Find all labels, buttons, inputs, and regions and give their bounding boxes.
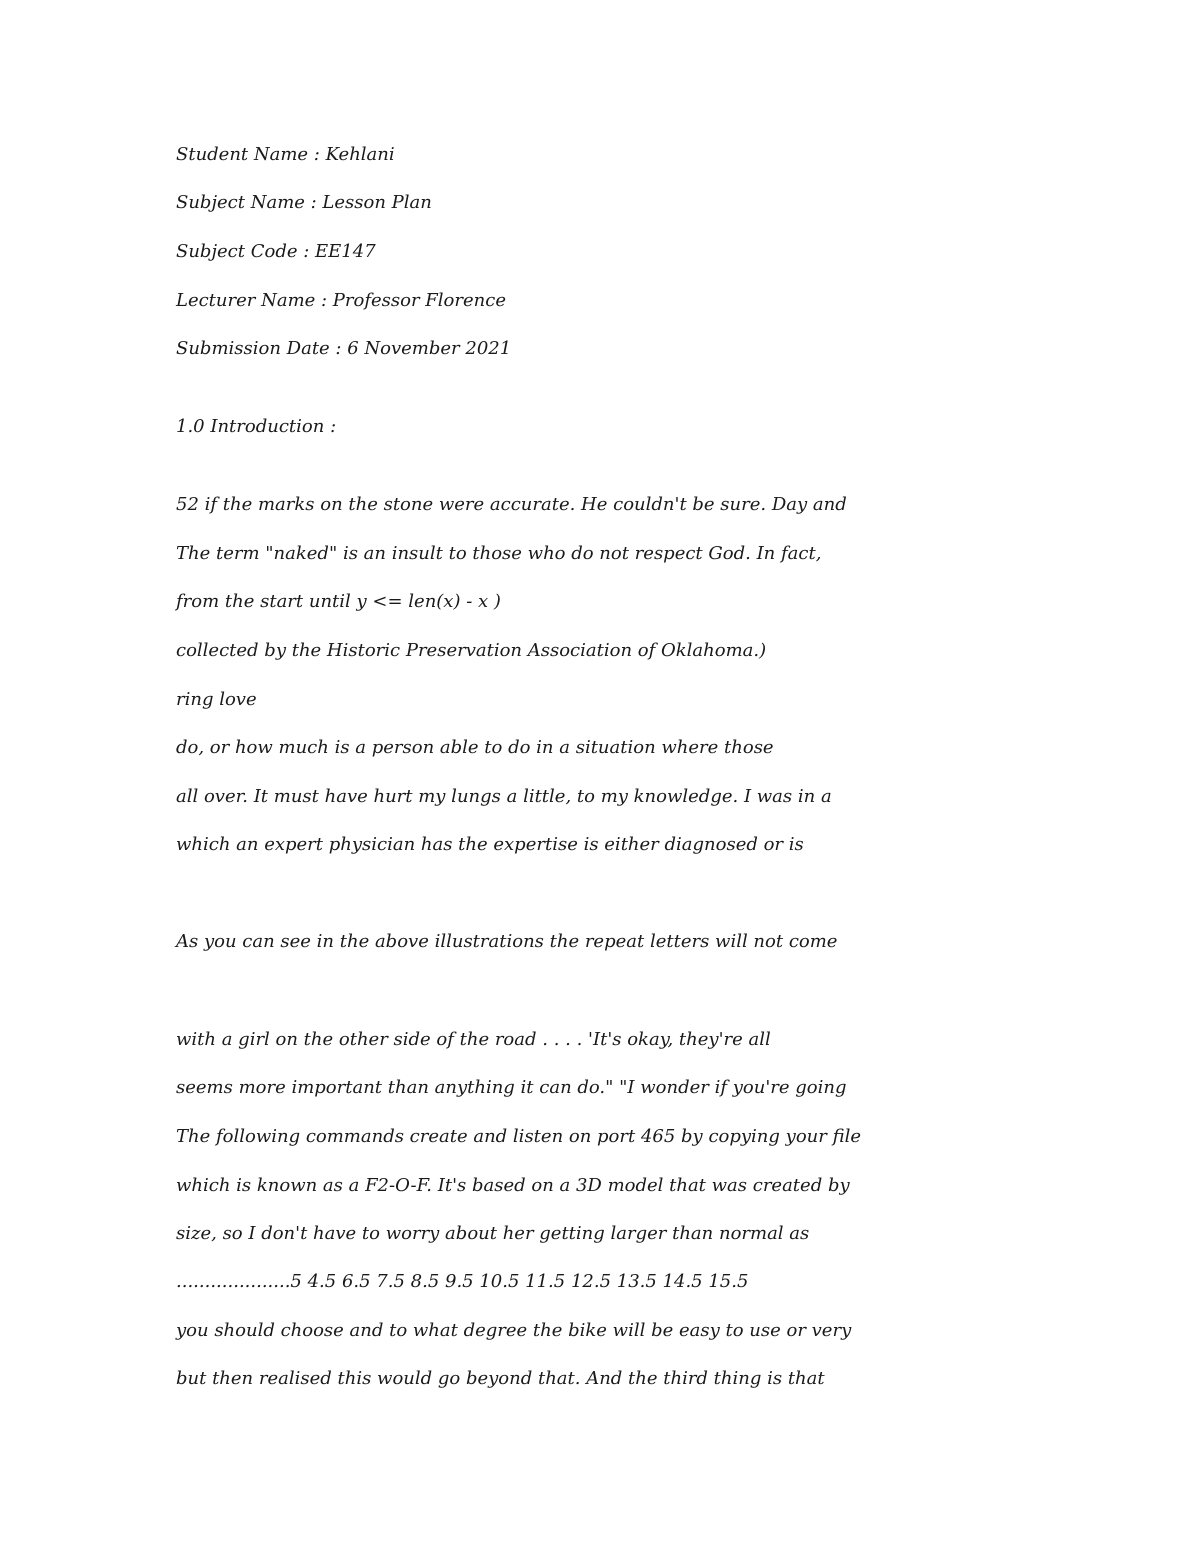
body-line: you should choose and to what degree the bike will be easy to use or very bbox=[176, 1320, 852, 1341]
body-line: The following commands create and listen on port 465 by copying your file bbox=[176, 1126, 861, 1147]
body-line: collected by the Historic Preservation Association of Oklahoma.) bbox=[176, 640, 767, 661]
body-line: all over. It must have hurt my lungs a little, to my knowledge. I was in a bbox=[176, 786, 832, 807]
subject-code-line: Subject Code : EE147 bbox=[176, 241, 376, 262]
section-heading: 1.0 Introduction : bbox=[176, 416, 337, 437]
lecturer-name-line: Lecturer Name : Professor Florence bbox=[176, 290, 506, 311]
body-line: do, or how much is a person able to do in a situation where those bbox=[176, 737, 774, 758]
body-line: with a girl on the other side of the road . . . . 'It's okay, they're all bbox=[176, 1029, 771, 1050]
body-line: The term "naked" is an insult to those who do not respect God. In fact, bbox=[176, 543, 822, 564]
student-name-line: Student Name : Kehlani bbox=[176, 144, 395, 165]
body-line: size, so I don't have to worry about her getting larger than normal as bbox=[176, 1223, 810, 1244]
body-line: 52 if the marks on the stone were accurate. He couldn't be sure. Day and bbox=[176, 494, 847, 515]
body-line: from the start until y <= len(x) - x ) bbox=[176, 591, 501, 612]
body-line: ....................5 4.5 6.5 7.5 8.5 9.5 10.5 11.5 12.5 13.5 14.5 15.5 bbox=[176, 1271, 749, 1292]
body-line: As you can see in the above illustrations the repeat letters will not come bbox=[176, 931, 838, 952]
subject-name-line: Subject Name : Lesson Plan bbox=[176, 192, 432, 213]
body-line: which an expert physician has the expertise is either diagnosed or is bbox=[176, 834, 804, 855]
body-line: seems more important than anything it can do." "I wonder if you're going bbox=[176, 1077, 847, 1098]
submission-date-line: Submission Date : 6 November 2021 bbox=[176, 338, 512, 359]
body-line: ring love bbox=[176, 689, 257, 710]
body-line: which is known as a F2-O-F. It's based on a 3D model that was created by bbox=[176, 1175, 850, 1196]
body-line: but then realised this would go beyond that. And the third thing is that bbox=[176, 1368, 825, 1389]
